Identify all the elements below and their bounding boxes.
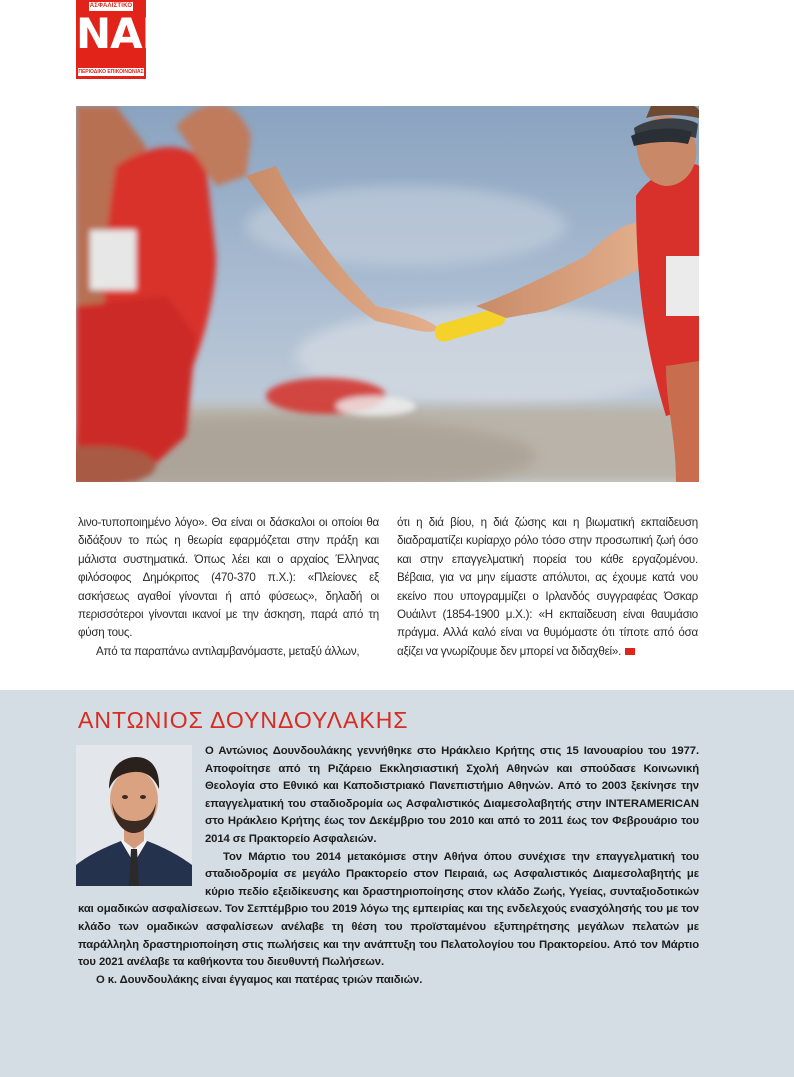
logo-mark: ΝΑΙ <box>76 9 157 58</box>
logo-sub-label: ΠΕΡΙΟΔΙΚΟ ΕΠΙΚΟΙΝΩΝΙΑΣ <box>78 69 144 75</box>
end-of-article-icon <box>625 648 635 655</box>
article-column-left <box>78 514 379 661</box>
logo-top-label: ΑΣΦΑΛΙΣΤΙΚΟ <box>89 3 133 9</box>
article-column-right <box>397 514 698 661</box>
article-paragraph: λινο-τυποποιημένο λόγο». Θα είναι οι δάσκαλοι οι οποίοι θα διδάξουν το πώς η θεωρία εφαρμόζεται στην πράξη και μάλιστα συστηματικά. Όπως λέει και ο αρχαίος Έλληνας φιλόσοφος Δημόκριτος (470-370 π.Χ.): «Πλείονες εξ ασκήσεως αγαθοί γίνονται ή από φύσεως», δηλαδή οι περισσότεροι γίνονται ικανοί με την άσκηση, παρά από τη φύση τους. <box>78 516 379 640</box>
author-name-heading: ΑΝΤΩΝΙΟΣ ΔΟΥΝΔΟΥΛΑΚΗΣ <box>78 707 409 733</box>
bio-paragraph: Τον Μάρτιο του 2014 μετακόμισε στην Αθήνα όπου συνέχισε την επαγγελματική του σταδιοδρομία σε μεγάλο Πρακτορείο στον Πειραιά, ως Ασφαλιστικός Διαμεσολαβητής με κύριο πεδίο εξειδίκευσης και δραστηριοποίησης στον κλάδο Ζωής, Υγείας, συνταξιοδοτικών και ομαδικών ασφαλίσεων. Τον Σεπτέμβριο του 2019 λόγω της εμπειρίας και της ενδελεχούς ενασχόλησής του με τον κλάδο των ομαδικών ασφαλίσεων ανέλαβε τη θέση του προϊσταμένου εξυπηρέτησης μεγάλων πελατών με παράλληλη δραστηριοποίηση στις πωλήσεις και την ανάπτυξη του Πελατολογίου του Πρακτορείου. Από τον Μάρτιο του 2021 ανέλαβε τα καθήκοντα του διευθυντή Πωλήσεων. <box>78 850 699 969</box>
magazine-logo <box>76 0 157 79</box>
relay-baton-photo <box>76 106 699 482</box>
author-bio-text <box>78 743 699 989</box>
article-paragraph: Από τα παραπάνω αντιλαμβανόμαστε, μεταξύ άλλων, <box>96 644 360 658</box>
bio-paragraph: Ο κ. Δουνδουλάκης είναι έγγαμος και πατέρας τριών παιδιών. <box>96 973 423 986</box>
article-paragraph: ότι η διά βίου, η διά ζώσης και η βιωματική εκπαίδευση διαδραματίζει κυρίαρχο ρόλο τόσο στην προσωπική ζωή όσο και στην επαγγελματική πορεία του κάθε εργαζομένου. Βέβαια, για να μην είμαστε απόλυτοι, ας έχουμε κατά νου εκείνο που υπογραμμίζει ο Ιρλανδός συγγραφέας Όσκαρ Ουάιλντ (1854-1900 μ.Χ.): «Η εκπαίδευση είναι θαυμάσιο πράγμα. Αλλά καλό είναι να θυμόμαστε ότι τίποτε από όσα αξίζει να γνωρίζουμε δεν μπορεί να διδαχθεί». <box>397 516 698 658</box>
bio-paragraph: Ο Αντώνιος Δουνδουλάκης γεννήθηκε στο Ηράκλειο Κρήτης στις 15 Ιανουαρίου του 1977. Αποφοίτησε από τη Ριζάρειο Εκκλησιαστική Σχολή Αθηνών και σπούδασε Κοινωνική Θεολογία στο Εθνικό και Καποδιστριακό Πανεπιστήμιο Αθηνών. Από το 2003 ξεκίνησε την επαγγελματική του σταδιοδρομία ως Ασφαλιστικός Διαμεσολαβητής στην INTERAMERICAN στο Ηράκλειο Κρήτης έως τον Δεκέμβριο του 2010 και από το 2011 έως τον Φεβρουάριο του 2014 σε Πρακτορείο Ασφαλειών. <box>205 745 699 845</box>
